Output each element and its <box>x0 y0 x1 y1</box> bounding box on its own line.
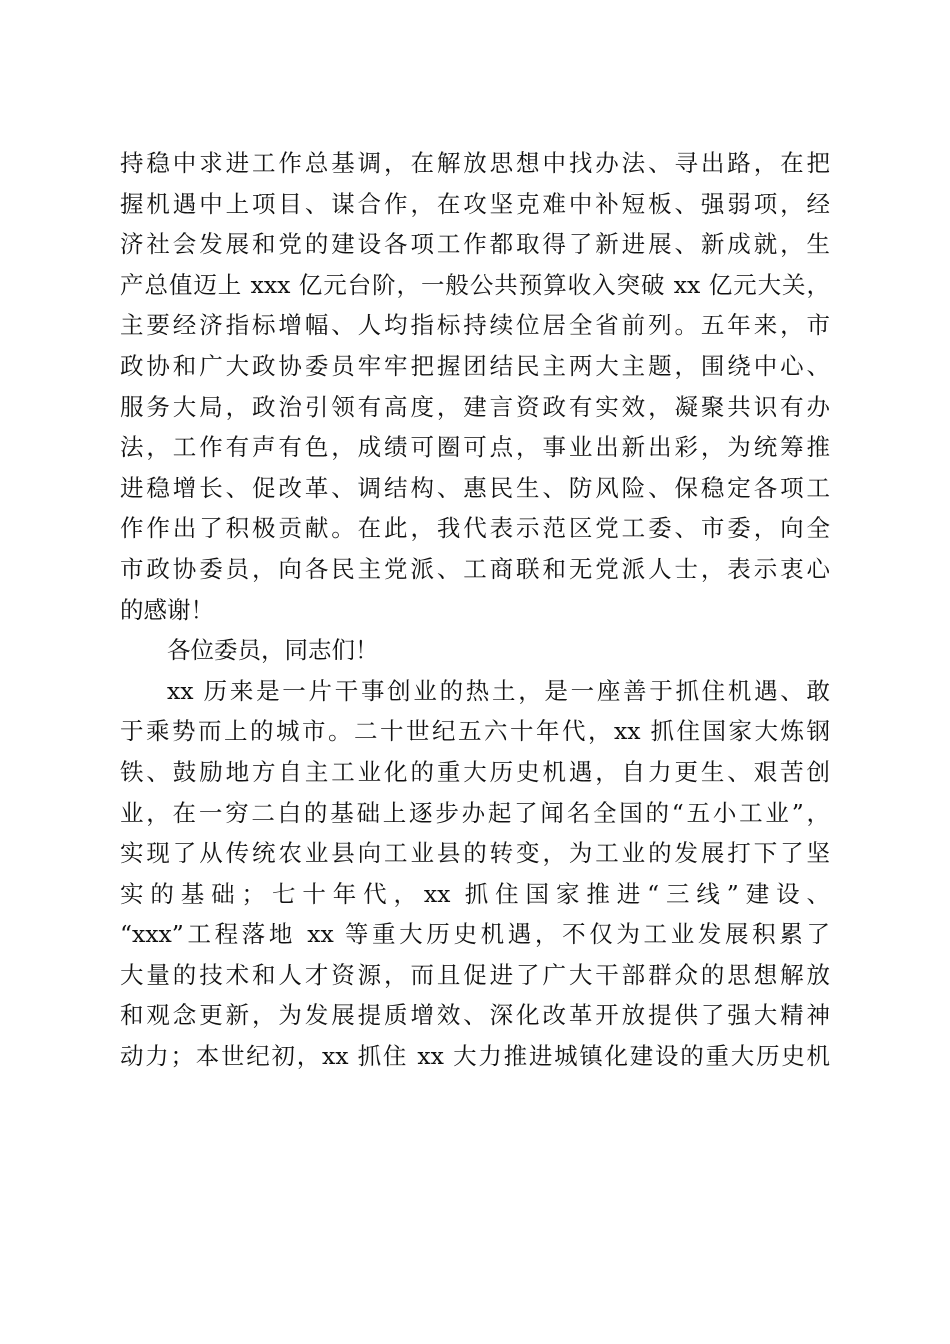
body-text <box>120 143 830 1077</box>
text-line: 持稳中求进工作总基调，在解放思想中找办法、寻出路，在把 <box>120 149 830 177</box>
text-line: 实的基础；七十年代，xx 抓住国家推进“三线”建设、 <box>120 879 830 908</box>
text-line: 法，工作有声有色，成绩可圈可点，事业出新出彩，为统筹推 <box>120 433 830 462</box>
text-line: “xxx”工程落地 xx 等重大历史机遇，不仅为工业发展积累了 <box>120 920 830 949</box>
text-line: 动力；本世纪初，xx 抓住 xx 大力推进城镇化建设的重大历史机 <box>120 1042 830 1071</box>
text-line: 进稳增长、促改革、调结构、惠民生、防风险、保稳定各项工 <box>120 473 830 502</box>
text-line: 政协和广大政协委员牢牢把握团结民主两大主题，围绕中心、 <box>120 351 830 380</box>
text-line: 和观念更新，为发展提质增效、深化改革开放提供了强大精神 <box>120 1001 830 1030</box>
text-line: 于乘势而上的城市。二十世纪五六十年代，xx 抓住国家大炼钢 <box>120 717 830 746</box>
text-line: xx 历来是一片干事创业的热土，是一座善于抓住机遇、敢 <box>167 676 830 705</box>
text-line: 服务大局，政治引领有高度，建言资政有实效，凝聚共识有办 <box>120 392 830 421</box>
text-line: 握机遇中上项目、谋合作，在攻坚克难中补短板、强弱项，经 <box>120 189 830 218</box>
text-line: 市政协委员，向各民主党派、工商联和无党派人士，表示衷心 <box>120 554 830 583</box>
text-line: 济社会发展和党的建设各项工作都取得了新进展、新成就，生 <box>120 230 830 259</box>
text-line: 的感谢！ <box>120 595 214 624</box>
text-line: 业，在一穷二白的基础上逐步办起了闻名全国的“五小工业”， <box>120 798 830 827</box>
text-line: 作作出了积极贡献。在此，我代表示范区党工委、市委，向全 <box>120 514 830 543</box>
text-line: 各位委员，同志们！ <box>167 636 379 665</box>
text-line: 大量的技术和人才资源，而且促进了广大干部群众的思想解放 <box>120 960 830 989</box>
text-line: 产总值迈上 xxx 亿元台阶，一般公共预算收入突破 xx 亿元大关， <box>120 270 830 299</box>
text-line: 实现了从传统农业县向工业县的转变，为工业的发展打下了坚 <box>120 839 830 868</box>
text-line: 主要经济指标增幅、人均指标持续位居全省前列。五年来，市 <box>120 311 830 340</box>
text-line: 铁、鼓励地方自主工业化的重大历史机遇，自力更生、艰苦创 <box>120 757 830 786</box>
